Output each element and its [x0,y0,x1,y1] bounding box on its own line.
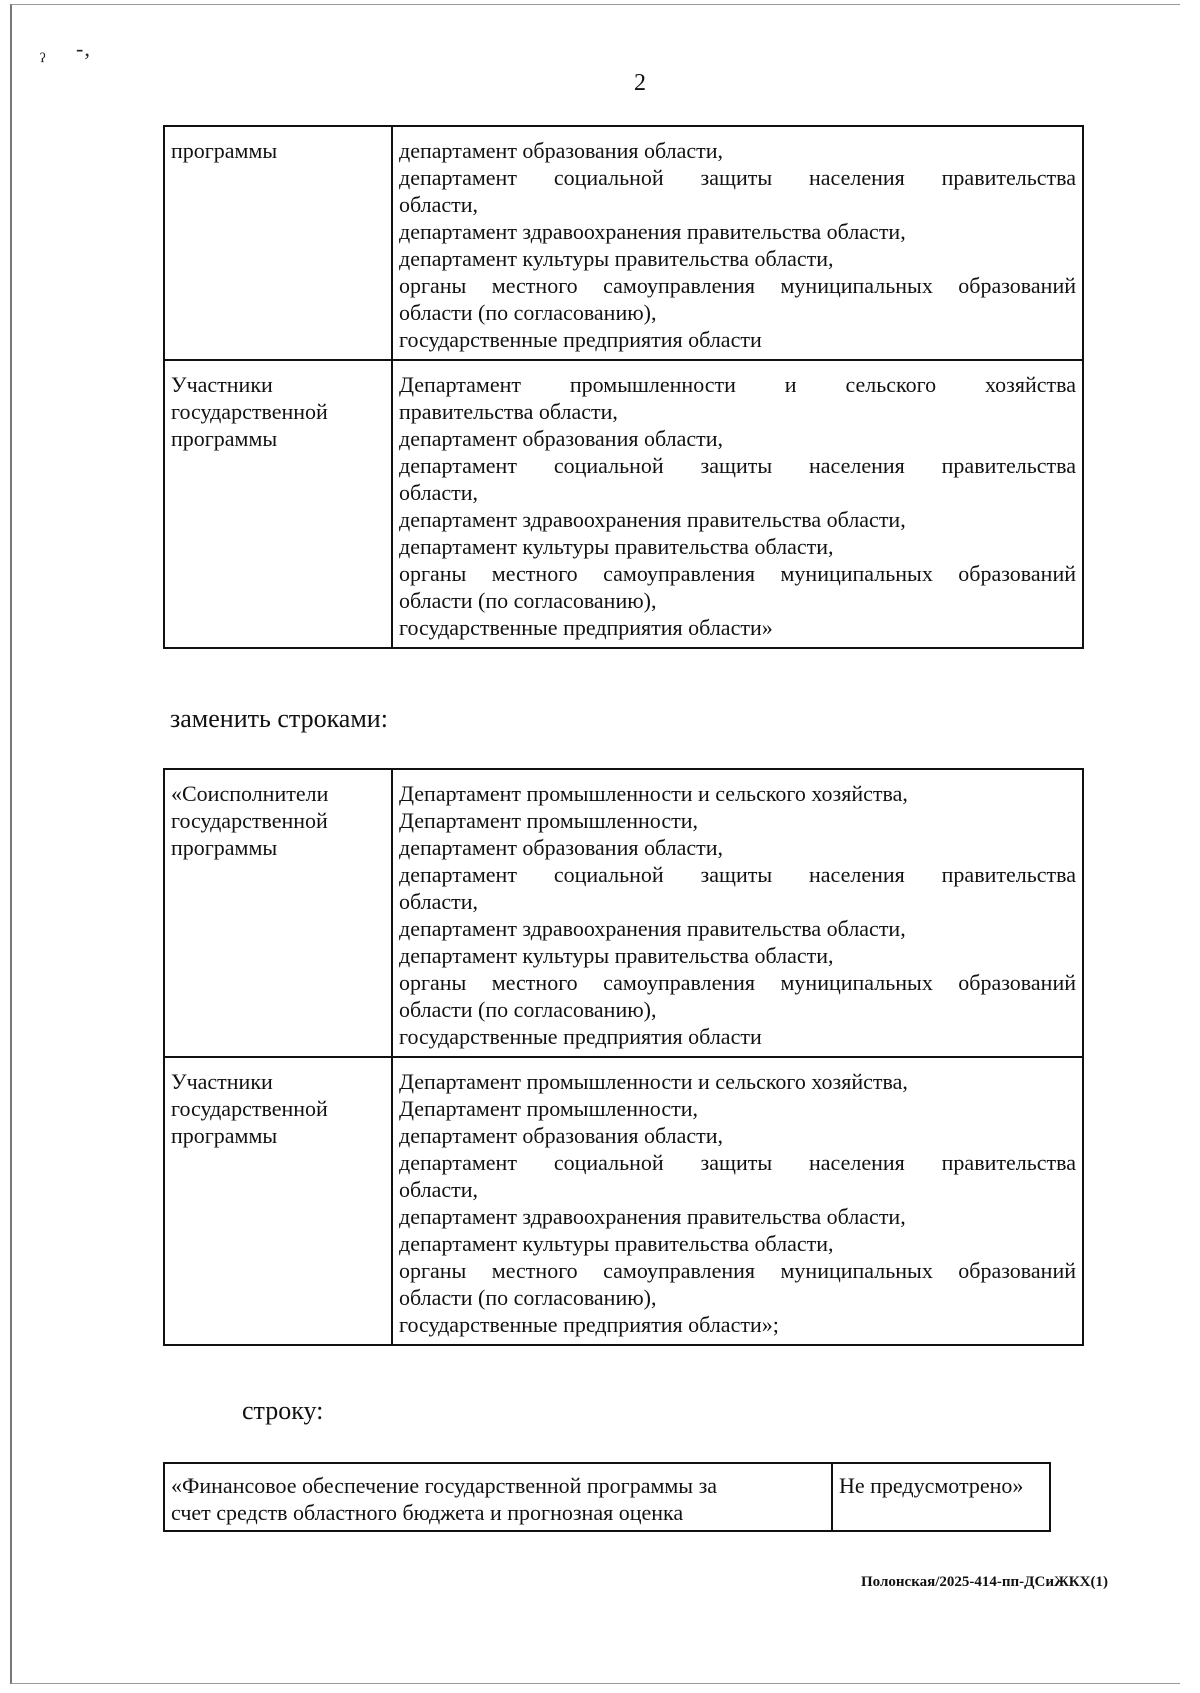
row-value-line: области (по согласованию), [399,1285,657,1310]
row-value-line: департамент культуры правительства области, [399,246,834,271]
new-rows-table [163,768,1084,1346]
row-value-line: области (по согласованию), [399,588,657,613]
row-value-cell [392,1057,1083,1345]
row-value-line: государственные предприятия области» [399,615,773,640]
row-value-line: Департамент промышленности, [399,1096,698,1121]
row-value-line: департамент здравоохранения правительства области, [399,916,906,941]
row-value-cell [392,769,1083,1057]
row-value-line: департамент здравоохранения правительства области, [399,1204,906,1229]
row-value-line: департамент социальной защиты населения правительства [399,862,1076,887]
row-value-line: области, [399,192,479,217]
row-label-cell [164,126,392,360]
old-rows-body [164,126,1083,648]
table-row [164,769,1083,1057]
row-value-line: департамент социальной защиты населения правительства [399,1150,1076,1175]
row-caption: строку: [242,1396,324,1425]
finance-value-cell [832,1463,1050,1531]
row-value-line: органы местного самоуправления муниципальных образований [399,970,1076,995]
row-value-line: департамент культуры правительства области, [399,943,834,968]
row-value-line: департамент социальной защиты населения правительства [399,165,1076,190]
row-value-line: государственные предприятия области [399,1024,762,1049]
row-value-line: Департамент промышленности и сельского хозяйства, [399,781,908,806]
row-label-cell [164,769,392,1057]
row-value-cell [392,360,1083,648]
table-row [164,126,1083,360]
row-label-cell [164,1057,392,1345]
new-rows-body [164,769,1083,1345]
row-label-line: программы [171,426,278,451]
row-value-line: государственные предприятия области [399,327,762,352]
row-value-line: органы местного самоуправления муниципальных образований [399,273,1076,298]
row-label-line: Участники [171,1069,273,1094]
finance-label-line: «Финансовое обеспечение государственной программы за [171,1473,718,1498]
scan-mark: -‚ [76,36,91,61]
row-value-line: Департамент промышленности и сельского хозяйства, [399,1069,908,1094]
row-label-line: государственной [171,399,328,424]
page-number: 2 [634,70,646,96]
row-label-line: программы [171,835,278,860]
table-row [164,360,1083,648]
row-value-line: Департамент промышленности, [399,808,698,833]
scan-mark: ˀ [40,48,46,73]
row-value-line: области, [399,889,479,914]
row-value-line: департамент образования области, [399,426,724,451]
row-label-line: программы [171,138,278,163]
row-value-line: органы местного самоуправления муниципальных образований [399,561,1076,586]
row-value-line: области, [399,480,479,505]
finance-value: Не предусмотрено» [839,1473,1024,1498]
row-value-line: государственные предприятия области»; [399,1312,779,1337]
replace-caption: заменить строками: [170,704,388,733]
row-label-cell [164,360,392,648]
row-value-line: департамент образования области, [399,1123,724,1148]
table-row [164,1057,1083,1345]
row-value-cell [392,126,1083,360]
row-label-line: программы [171,1123,278,1148]
row-value-line: Департамент промышленности и сельского хозяйства [399,372,1076,397]
row-value-line: департамент здравоохранения правительства области, [399,507,906,532]
finance-label-cell [164,1463,832,1531]
finance-label-line: счет средств областного бюджета и прогнозная оценка [171,1500,684,1525]
row-value-line: департамент культуры правительства области, [399,1231,834,1256]
row-value-line: правительства области, [399,399,618,424]
row-label-line: государственной [171,808,328,833]
row-value-line: департамент образования области, [399,835,724,860]
row-value-line: департамент социальной защиты населения правительства [399,453,1076,478]
old-rows-table [163,125,1084,649]
finance-table [163,1462,1051,1532]
row-value-line: органы местного самоуправления муниципальных образований [399,1258,1076,1283]
row-value-line: департамент здравоохранения правительства области, [399,219,906,244]
row-label-line: Участники [171,372,273,397]
row-label-line: «Соисполнители [171,781,329,806]
finance-row [164,1463,1050,1531]
row-value-line: области, [399,1177,479,1202]
row-value-line: департамент образования области, [399,138,724,163]
row-value-line: области (по согласованию), [399,300,657,325]
row-label-line: государственной [171,1096,328,1121]
row-value-line: департамент культуры правительства области, [399,534,834,559]
document-code-footer: Полонская/2025-414-пп-ДСиЖКХ(1) [861,1574,1108,1590]
row-value-line: области (по согласованию), [399,997,657,1022]
